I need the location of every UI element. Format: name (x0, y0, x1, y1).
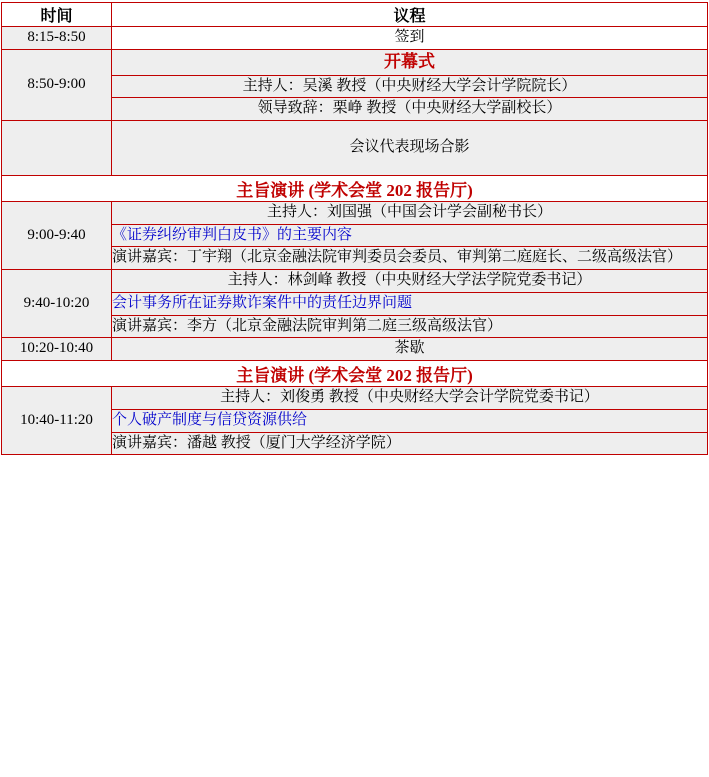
agenda-item: 主持人：林剑峰 教授（中央财经大学法学院党委书记） (112, 270, 708, 293)
header-time: 时间 (2, 3, 112, 27)
agenda-speaker: 演讲嘉宾：李方（北京金融法院审判第二庭三级高级法官） (112, 315, 708, 338)
agenda-speaker: 演讲嘉宾：丁宇翔（北京金融法院审判委员会委员、审判第二庭庭长、二级高级法官） (112, 247, 708, 270)
time-slot: 10:40-11:20 (2, 387, 112, 455)
agenda-item: 签到 (112, 27, 708, 50)
time-slot: 8:50-9:00 (2, 49, 112, 120)
topic-text: 个人破产制度与信贷资源供给 (112, 411, 308, 428)
topic-text: 会计事务所在证券欺诈案件中的责任边界问题 (112, 294, 413, 311)
section-title-text: 开幕式 (384, 51, 435, 71)
table-row (2, 49, 708, 75)
agenda-item: 领导致辞：栗峥 教授（中央财经大学副校长） (112, 98, 708, 121)
agenda-table (1, 2, 708, 455)
table-row (2, 201, 708, 224)
time-slot: 10:20-10:40 (2, 338, 112, 361)
time-slot: 9:40-10:20 (2, 270, 112, 338)
section-banner: 主旨演讲 (学术会堂 202 报告厅) (2, 175, 708, 201)
topic-text: 《证券纠纷审判白皮书》的主要内容 (112, 226, 353, 243)
header-agenda: 议程 (112, 3, 708, 27)
agenda-item: 主持人：吴溪 教授（中央财经大学会计学院院长） (112, 75, 708, 98)
agenda-topic (112, 409, 708, 432)
table-row (2, 175, 708, 201)
agenda-item: 茶歇 (112, 338, 708, 361)
table-row (2, 387, 708, 410)
time-slot: 8:15-8:50 (2, 27, 112, 50)
agenda-item: 主持人：刘国强（中国会计学会副秘书长） (112, 201, 708, 224)
agenda-speaker: 演讲嘉宾：潘越 教授（厦门大学经济学院） (112, 432, 708, 455)
table-row (2, 27, 708, 50)
table-row (2, 270, 708, 293)
agenda-topic (112, 292, 708, 315)
table-row (2, 361, 708, 387)
table-row (2, 121, 708, 176)
time-slot: 9:00-9:40 (2, 201, 112, 269)
table-header-row (2, 3, 708, 27)
agenda-section-title (112, 49, 708, 75)
section-banner: 主旨演讲 (学术会堂 202 报告厅) (2, 361, 708, 387)
agenda-topic (112, 224, 708, 247)
table-row (2, 338, 708, 361)
agenda-item: 主持人：刘俊勇 教授（中央财经大学会计学院党委书记） (112, 387, 708, 410)
agenda-item: 会议代表现场合影 (112, 121, 708, 176)
time-slot (2, 121, 112, 176)
